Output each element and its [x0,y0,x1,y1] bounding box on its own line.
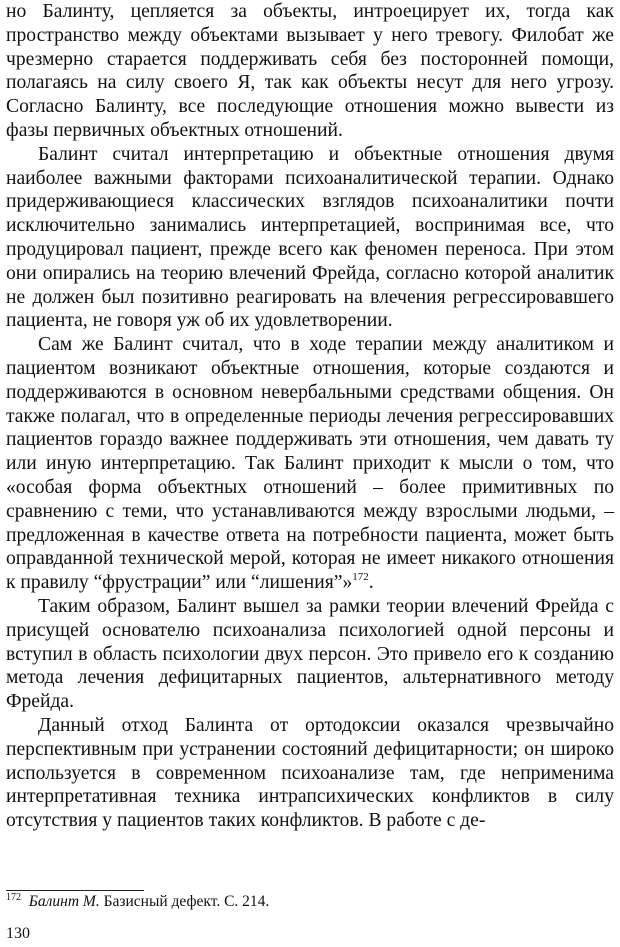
footnote-number: 172 [6,892,21,903]
paragraph-2: Балинт считал интерпретацию и объектные отношения двумя наиболее важными факторами психоаналитической терапии. Однако придерживающиеся классических взглядов психоаналитики почти исключительно занимались интерпретацией, воспринимая все, что продуцировал пациент, прежде всего как феномен переноса. При этом они опирались на теорию влечений Фрейда, согласно которой аналитик не должен был позитивно реагировать на влечения регрессировавшего пациента, не говоря уж об их удовлетворении. [6,143,614,332]
footnote-text: Базисный дефект. С. 214. [99,893,270,910]
footnote [6,892,606,912]
page-number: 130 [6,925,30,942]
footnote-reference[interactable]: 172 [352,571,369,584]
footnote-author: Балинт М. [28,893,100,910]
paragraph-3 [6,333,614,595]
paragraph-1: но Балинту, цепляется за объекты, интроецирует их, тогда как пространство между объектами вызывает у него тревогу. Филобат же чрезмерно старается поддерживать себя без посторонней помощи, полагаясь на силу своего Я, так как объекты несут для него угрозу. Согласно Балинту, все последующие отношения можно вывести из фазы первичных объектных отношений. [6,1,614,141]
paragraph-5: Данный отход Балинта от ортодоксии оказался чрезвычайно перспективным при устранении состояний дефицитарности; он широко используется в современном психоанализе там, где неприменима интерпретативная техника интрапсихических конфликтов в силу отсутствия у пациентов таких конфликтов. В работе с де- [6,714,614,832]
footnote-divider [6,890,144,891]
paragraph-3-text: Сам же Балинт считал, что в ходе терапии между аналитиком и пациентом возникают объектные отношения, которые создаются и поддерживаются в основном невербальными средствами общения. Он также полагал, что в определенные периоды лечения регрессировавших пациентов гораздо важнее поддерживать эти отношения, чем давать ту или иную интерпретацию. Так Балинт приходит к мысли о том, что «особая форма объектных отношений – более примитивных по сравнению с теми, что устанавливаются между взрослыми людьми, – предложенная в качестве ответа на потребности пациента, может быть оправданной технической мерой, которая не имеет никакого отношения к правилу “фрустрации” или “лишения”» [6,334,614,594]
paragraph-3-tail: . [368,572,374,594]
paragraph-4: Таким образом, Балинт вышел за рамки теории влечений Фрейда с присущей основателю психоанализа психологией одной персоны и вступил в область психологии двух персон. Это привело его к созданию метода лечения дефицитарных пациентов, альтернативного методу Фрейда. [6,595,614,713]
main-text [6,0,614,833]
